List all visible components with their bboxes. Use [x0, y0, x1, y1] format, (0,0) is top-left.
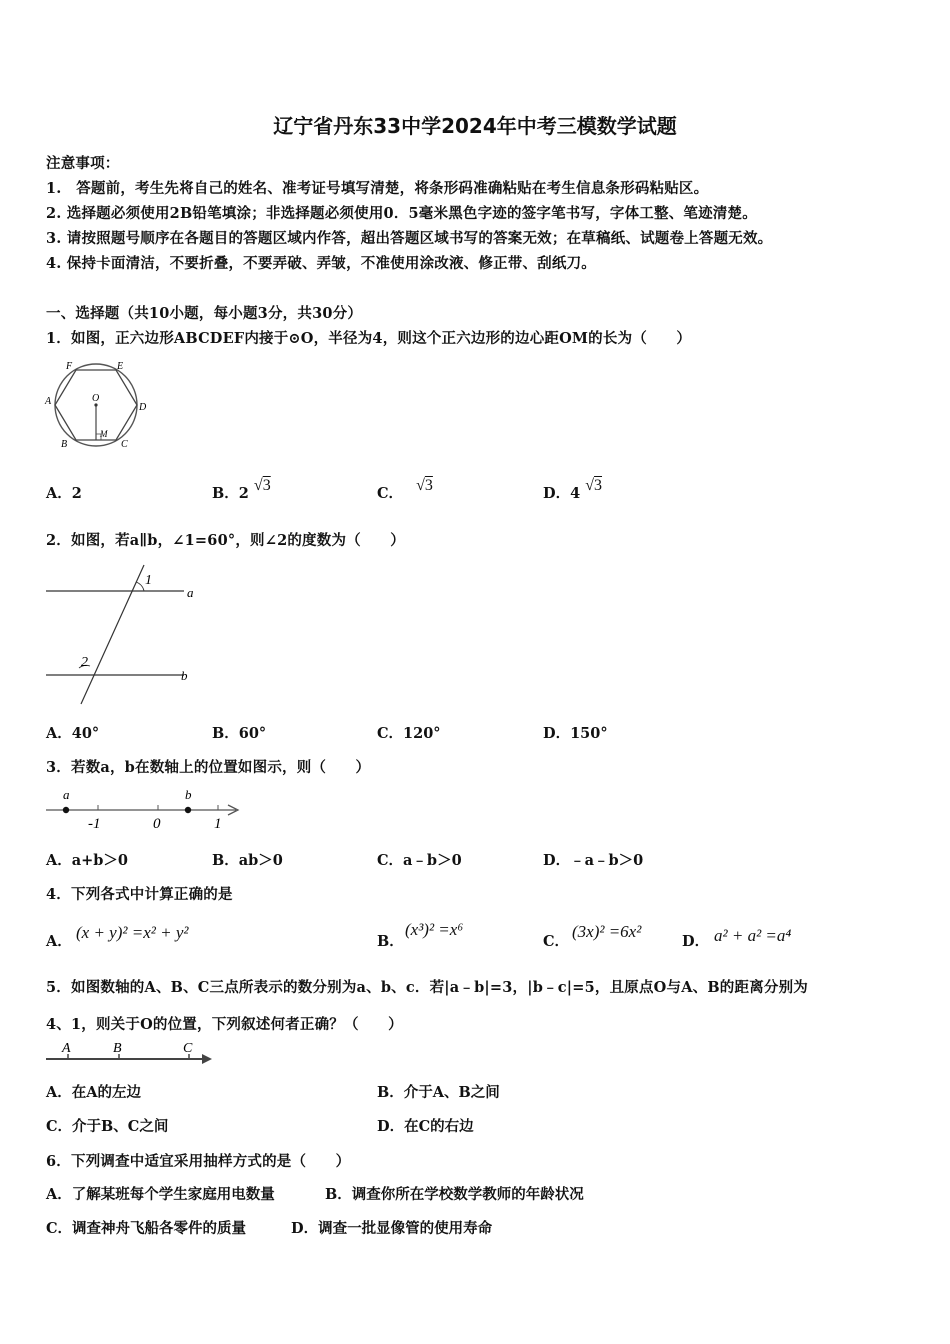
notice-item-1: 1. 答题前，考生先将自己的姓名、准考证号填写清楚，将条形码准确粘贴在考生信息条形码粘贴区。: [46, 180, 709, 197]
label-2: 2: [81, 655, 88, 670]
q1-stem: 1．如图，正六边形ABCDEF内接于⊙O，半径为4，则这个正六边形的边心距OM的长为（ ）: [46, 330, 692, 347]
q4-option-c-label: C．: [543, 933, 570, 950]
notice-item-3: 3. 请按照题号顺序在各题目的答题区域内作答，超出答题区域书写的答案无效；在草稿纸、试题卷上答题无效。: [46, 230, 773, 247]
label-f: F: [66, 361, 73, 372]
radicand: 3: [262, 477, 271, 494]
q2-option-b: B．60°: [212, 725, 267, 742]
q4-option-b-label: B．: [377, 933, 404, 950]
q4-option-b-formula: (x³)² =x⁶: [405, 920, 464, 939]
q2-stem: 2．如图，若a∥b，∠1=60°，则∠2的度数为（ ）: [46, 532, 405, 549]
q1-option-d-label: D．4: [543, 485, 581, 502]
label-e: E: [117, 361, 124, 372]
section-heading: 一、选择题（共10小题，每小题3分，共30分）: [46, 305, 363, 322]
notice-item-2: 2. 选择题必须使用2B铅笔填涂；非选择题必须使用0．5毫米黑色字迹的签字笔书写，字体工整、笔迹清楚。: [46, 205, 757, 222]
q6-stem: 6．下列调查中适宜采用抽样方式的是（ ）: [46, 1153, 351, 1170]
axis-arrow: [202, 1054, 212, 1064]
radicand: 3: [594, 477, 603, 494]
q5-stem-line-2: 4、1，则关于O的位置，下列叙述何者正确？（ ）: [46, 1016, 403, 1033]
q4-stem: 4．下列各式中计算正确的是: [46, 886, 233, 903]
q5-option-d: D．在C的右边: [377, 1118, 474, 1135]
q4-option-d-formula: a² + a² =a⁴: [714, 926, 792, 945]
q3-option-d: D．﹣a﹣b＞0: [543, 852, 644, 869]
radicand: 3: [424, 477, 433, 494]
q3-option-b: B．ab＞0: [212, 852, 283, 869]
label-1: 1: [145, 573, 152, 588]
q2-option-c: C．120°: [377, 725, 441, 742]
label-b: B: [61, 439, 68, 450]
label-a: A: [62, 1041, 71, 1056]
q3-option-a: A．a+b＞0: [46, 852, 129, 869]
q5-option-c: C．介于B、C之间: [46, 1118, 169, 1135]
q6-option-b: B．调查你所在学校数学教师的年龄状况: [325, 1186, 584, 1203]
label-o: O: [92, 393, 100, 404]
tick-label-1: 1: [214, 816, 222, 832]
q1-hexagon-figure: [44, 358, 154, 453]
q3-stem: 3．若数a，b在数轴上的位置如图示，则（ ）: [46, 759, 371, 776]
q1-option-c: [377, 477, 433, 503]
label-d: D: [139, 402, 147, 413]
point-b: [185, 807, 191, 813]
q5-number-line-figure: [44, 1040, 216, 1070]
transversal: [81, 565, 144, 704]
q4-option-d-label: D．: [682, 933, 710, 950]
q5-option-a: A．在A的左边: [46, 1084, 142, 1101]
notice-heading: 注意事项：: [46, 155, 120, 172]
q1-option-a: A．2: [46, 485, 82, 502]
q1-option-d: [543, 477, 603, 503]
label-c: C: [183, 1041, 193, 1056]
label-a: a: [63, 787, 70, 802]
q4-option-a-formula: (x + y)² =x² + y²: [76, 923, 189, 942]
q2-option-d: D．150°: [543, 725, 608, 742]
q4-option-c-formula: (3x)² =6x²: [572, 922, 642, 941]
notice-item-4: 4. 保持卡面清洁，不要折叠，不要弄破、弄皱，不准使用涂改液、修正带、刮纸刀。: [46, 255, 596, 272]
q2-parallel-lines-figure: [44, 562, 204, 706]
q1-option-c-label: C．: [377, 485, 404, 502]
sqrt-3: √3: [253, 477, 271, 494]
q2-option-a: A．40°: [46, 725, 100, 742]
q6-option-c: C．调查神舟飞船各零件的质量: [46, 1220, 247, 1237]
q3-number-line-figure: [44, 786, 244, 834]
label-m: M: [100, 429, 108, 439]
label-b: B: [113, 1041, 122, 1056]
q4-option-a-label: A．: [46, 933, 72, 950]
label-a: A: [45, 396, 52, 407]
tick-label-minus-1: -1: [88, 816, 101, 832]
sqrt-3: √3: [416, 477, 433, 494]
q6-option-d: D．调查一批显像管的使用寿命: [291, 1220, 493, 1237]
q5-option-b: B．介于A、B之间: [377, 1084, 500, 1101]
q5-stem-line-1: 5．如图数轴的A、B、C三点所表示的数分别为a、b、c．若|a﹣b|=3，|b﹣c|=5，且原点O与A、B的距离分别为: [46, 979, 809, 996]
q1-option-b: [212, 477, 271, 503]
point-a: [63, 807, 69, 813]
q3-option-c: C．a﹣b＞0: [377, 852, 462, 869]
q1-option-b-label: B．2: [212, 485, 249, 502]
label-b: b: [185, 787, 192, 802]
page-title: 辽宁省丹东33中学2024年中考三模数学试题: [273, 114, 677, 138]
q6-option-a: A．了解某班每个学生家庭用电数量: [46, 1186, 275, 1203]
label-a: a: [187, 585, 194, 600]
angle-1-arc: [136, 582, 144, 591]
tick-label-0: 0: [153, 816, 161, 832]
label-b: b: [181, 668, 188, 683]
label-c: C: [121, 439, 128, 450]
sqrt-3: √3: [585, 477, 603, 494]
